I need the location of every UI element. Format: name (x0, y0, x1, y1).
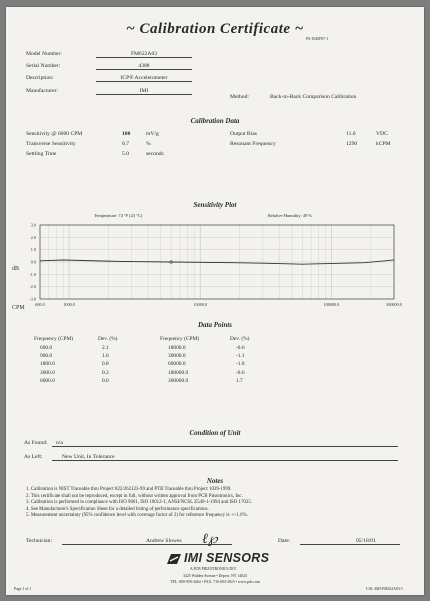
x-tick-label: 600.0 (35, 302, 45, 307)
data-points-heading: Data Points (197, 321, 233, 329)
x-tick-label: 100000.0 (323, 302, 340, 307)
transverse-label: Transverse Sensitivity (26, 141, 76, 147)
resonant-frequency-label: Resonant Frequency (230, 141, 276, 147)
temperature-label: Temperature: 74 °F (23 °C) (94, 213, 143, 218)
y-tick-label: 0.0 (30, 259, 36, 265)
resonant-frequency-value: 1290 (346, 141, 358, 147)
certificate-title: ~ Calibration Certificate ~ (126, 21, 304, 37)
y-tick-label: -1.0 (29, 271, 36, 277)
serial-number-label: Serial Number: (26, 63, 61, 69)
humidity-label: Relative Humidity: 49 % (268, 213, 313, 218)
x-tick-label: 10000.0 (193, 302, 208, 307)
signature: ℓ℘ (202, 532, 218, 547)
table-row: 3000.0 0.3 180000.0 -0.6 (40, 369, 245, 376)
sensitivity-plot (6, 213, 424, 317)
y-axis-label: dB (12, 266, 20, 272)
table-row: 600.0 2.1 18000.0 -0.6 (40, 344, 245, 351)
col-dev-2: Dev. (%) (230, 336, 250, 343)
manufacturer-value: IMI (139, 88, 149, 94)
notes-heading: Notes (206, 477, 224, 485)
logo-text: IMI SENSORS (184, 551, 270, 565)
document-code: CAL-IMI-FM622A03-1 (366, 587, 403, 591)
y-tick-label: -3.0 (29, 296, 36, 302)
technician-label: Technician: (26, 538, 53, 544)
model-number-value: FM622A03 (130, 51, 158, 57)
model-number-label: Model Number: (26, 51, 62, 57)
note-item: 1. Calibration is NIST Traceable thru Project 822/262123-99 and PTB Traceable thru Project 1039-1999. (26, 487, 232, 492)
transverse-value: 0.7 (122, 141, 129, 147)
method-label: Method: (230, 94, 249, 100)
note-item: 2. This certificate shall not be reproduced, except in full, without written approval from PCB Piezotronics, Inc. (26, 493, 243, 499)
sensitivity-value: 100 (122, 131, 131, 137)
condition-heading: Condition of Unit (189, 429, 241, 437)
x-tick-label: 300000.0 (386, 302, 402, 307)
as-left-label: As Left: (24, 454, 43, 460)
technician-name: Andrew Slowes (146, 538, 182, 544)
page-number: Page 1 of 1 (14, 587, 32, 591)
x-axis-label: CPM (12, 305, 25, 311)
date-label: Date: (278, 538, 291, 544)
certificate-page (6, 7, 424, 595)
note-item: 3. Calibration is performed in compliance with ISO 9001, ISO 10012-1, ANSI/NCSL Z540-1-1994 and ISO 17025. (26, 500, 252, 506)
y-tick-label: 2.0 (30, 234, 36, 240)
output-bias-unit: VDC (376, 131, 388, 137)
table-row: 6000.0 0.0 300000.0 1.7 (40, 378, 243, 385)
x-tick-label: 1000.0 (63, 302, 75, 307)
logo-mark-icon (166, 553, 182, 565)
settling-unit: seconds (146, 151, 164, 157)
calibration-data-heading: Calibration Data (190, 117, 240, 125)
as-found-label: As Found: (24, 440, 48, 446)
col-frequency-2: Frequency (CPM) (160, 336, 200, 343)
col-frequency-1: Frequency (CPM) (34, 336, 74, 343)
as-left-value: New Unit, In Tolerance (62, 454, 115, 460)
data-points-table (34, 335, 270, 385)
resonant-frequency-unit: kCPM (376, 141, 391, 147)
sensitivity-plot-heading: Sensitivity Plot (193, 201, 237, 209)
company-address: 3425 Walden Avenue • Depew, NY 14043 (183, 574, 247, 578)
description-label: Description: (26, 75, 54, 81)
reference-code: PS-1040F07-1 (306, 37, 329, 41)
output-bias-label: Output Bias (230, 131, 257, 137)
table-row: 1800.0 0.8 60000.0 -1.8 (40, 361, 245, 368)
manufacturer-label: Manufacturer: (26, 88, 58, 94)
transverse-unit: % (146, 141, 151, 147)
settling-value: 5.0 (122, 151, 129, 157)
company-phone: TEL: 800-959-4464 • FAX: 716-684-3823 • www.pcb.com (170, 580, 260, 584)
note-item: 4. See Manufacturer's Specification Sheet for a detailed listing of performance specifications. (26, 506, 209, 512)
settling-label: Settling Time (26, 151, 57, 157)
col-dev-1: Dev. (%) (98, 336, 118, 343)
serial-number-value: 4388 (138, 63, 150, 69)
date-value: 05/18/01 (356, 538, 376, 544)
y-tick-label: 3.0 (30, 222, 36, 228)
y-tick-label: 1.0 (30, 247, 36, 253)
y-tick-label: -2.0 (29, 284, 36, 290)
notes-list (26, 487, 252, 520)
description-value: ICP® Accelerometer (120, 75, 168, 81)
output-bias-value: 11.0 (346, 131, 356, 137)
logo-subtitle: A PCB PIEZOTRONICS DIV. (190, 567, 237, 571)
sensitivity-unit: mV/g (146, 131, 159, 137)
sensitivity-label: Sensitivity @ 6000 CPM (26, 131, 83, 137)
as-found-value: n/a (56, 440, 63, 446)
method-value: Back-to-Back Comparison Calibration (270, 94, 357, 100)
table-row: 900.0 1.6 30000.0 -1.1 (40, 352, 245, 359)
note-item: 5. Measurement uncertainty (95% confidence level with coverage factor of 2) for reference frequency is +/-1.6%. (26, 513, 248, 519)
